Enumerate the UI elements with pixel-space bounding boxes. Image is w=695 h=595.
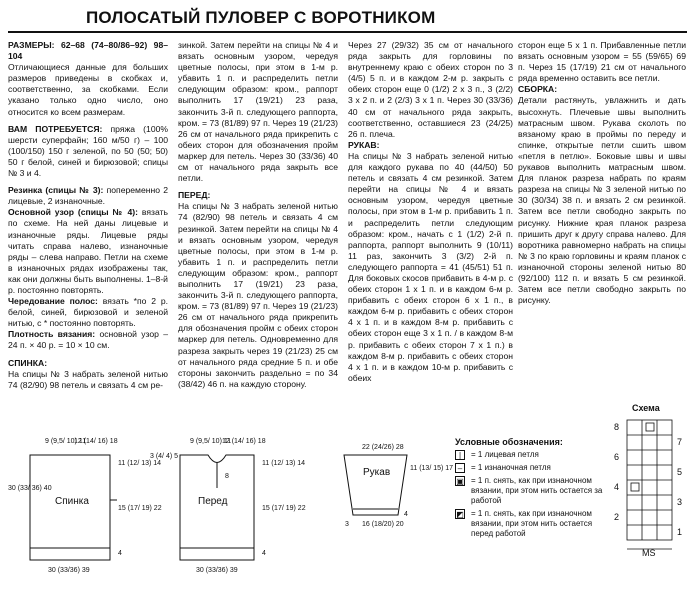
slip-yarn-back-icon: ▣ (456, 477, 464, 486)
legend-item-slip-front (455, 509, 615, 539)
sleeve-piece-outline (344, 455, 407, 515)
legend-text-knit: = 1 лицевая петля (471, 450, 539, 459)
front-dim-neck: 3 (4/ 4) 5 (150, 453, 179, 460)
page-title: ПОЛОСАТЫЙ ПУЛОВЕР С ВОРОТНИКОМ (86, 8, 436, 27)
sleeve-dim-bottom: 16 (18/20) 20 (362, 521, 404, 528)
legend (455, 437, 615, 542)
back-dim-bottom: 30 (33/36) 39 (48, 567, 90, 574)
sleeve-text: На спицы № 3 набрать зеленой нитью для каждого рукава по 40 (44/50) 50 петель и связать 4 см резинкой. Затем перейти на спицы № 4 и вязать основным узором, чередуя цветные полосы, при этом в 1-м р. прибавить 1 п. и распределить петли следующим образом: кром., начать с 1 (1/2) 2-й п. раппорта, раппорт выполнить 9 (10/11) 11 раз, закончить 3 (3/2) 2-й п. следующего раппорта = 41 (45/51) 51 п. Для боковых скосов прибавить в 4-м р. с обеих сторон 1 x 1 п. и в каждом 6-м р. прибавить с обеих сторон 6 x 1 п., в каждом 6-м р. прибавить с обеих сторон 4 x 1 п. и в каждом 8-м р. прибавить с обеих сторон еще 3 x 1 п. / в каждом 8-м р. прибавить с обеих сторон 7 x 1 п.) в каждом 8-м р. прибавить с обеих сторон 4 x 1 п. и в каждом 10-м р. прибавить с обеих (348, 150, 513, 383)
slip-yarn-front-icon: ◩ (456, 510, 464, 519)
assembly-text: Детали растянуть, увлажнить и дать высохнуть. Плечевые швы выполнить матрасным швом. Рукава сколоть по вязаному краю в проймы по переду и спинке, открытые петли сшить швом «петля в петлю». Боковые швы и швы рукавов выполнить матрасным швом. Для планок разреза набрать по краям разреза на спицы № 3 зеленой нитью по 30 (30/34) 38 п. и вязать 2 см резинкой. Затем все петли свободно закрыть по рисунку. Нижние края планок разреза пришить друг к другу справа налево. Для воротника равномерно набрать на спицы № 3 по краю горловины и краям планок с изнаночной стороны зеленой нитью 80 (92/100) 112 п. и вязать 5 см резинкой. Затем все петли свободно закрыть по рисунку. (518, 95, 686, 306)
density-label: Плотность вязания: (8, 329, 96, 340)
back-dim-right-top: 11 (12/ 13) 14 (118, 460, 162, 467)
back-dim-rib: 4 (118, 550, 122, 557)
legend-title: Условные обозначения: (455, 437, 563, 447)
back-text: На спицы № 3 набрать зеленой нитью 74 (82/90) 98 петель и связать 4 см ре- (8, 368, 168, 390)
chart-title: Схема (632, 403, 660, 413)
front-text: На спицы № 3 набрать зеленой нитью 74 (82/90) 98 петель и связать 4 см резинкой. Затем перейти на спицы № 4 и вязать основным узором, чередуя цветные полосы, при этом в 1-м р. убавить 1 п. и распределить петли следующим образом: кром., раппорт выполнить 17 (19/21) 23 раза, закончить 3-й п. следующего раппорта, кром. = 73 (81/89) 97 п. Через 19 (21/23) 26 см от начального ряда прикрепить для обозначения пройм с обеих сторон маркер для петель. Одновременно для разреза закрыть через 19 (21/23) 25 см от начального ряда средние 5 п. и обе стороны закончить раздельно = по 34 (38/42) 46 п. на каждую сторону. (178, 201, 338, 389)
front-continued-text: Через 27 (29/32) 35 см от начального ряда закрыть для горловины по внутреннему краю с обеих сторон по 3 (4/5) 5 п. и в каждом 2-м р. закрыть с обеих сторон еще 0 (1/2) 2 x 3 п., 3 (2/2) 3 x 2 п. и 2 (2/3) 3 x 1 п. Через 30 (33/36) 40 см от начального ряда закрыть, соответственно, оставшиеся 23 (24/25) 26 п. плеча. (348, 40, 513, 139)
column-4 (518, 40, 686, 306)
front-dim-bottom: 30 (33/36) 39 (196, 567, 238, 574)
knit-stitch-icon: | (455, 450, 465, 460)
chart-row-1: 1 (677, 527, 683, 537)
front-dim-top-a: 9 (9,5/ 10) 11 (190, 438, 232, 445)
sleeve-continued-text: сторон еще 5 x 1 п. Прибавленные петли вязать основным узором = 55 (59/65) 69 п. Через 15 (17/19) 21 см от начального ряда временно оставить все петли. (518, 40, 686, 84)
back-dim-left: 30 (33/ 36) 40 (8, 485, 52, 492)
back-piece-name: Спинка (55, 496, 89, 507)
chart-row-8: 8 (614, 422, 620, 432)
chart-repeat-label: MS (642, 548, 656, 558)
sleeve-dim-small: 3 (345, 521, 349, 528)
chart-row-7: 7 (677, 437, 683, 447)
stripes-label: Чередование полос: (8, 296, 98, 307)
legend-text-slip-back: = 1 п. снять, как при изнаночном вязании, при этом нить остается за работой (471, 476, 603, 505)
back-label: СПИНКА: (8, 357, 48, 368)
purl-stitch-icon: – (455, 463, 465, 473)
front-dim-right-mid: 15 (17/ 19) 22 (262, 505, 306, 512)
assembly-label: СБОРКА: (518, 84, 558, 95)
column-2 (178, 40, 338, 390)
front-label: ПЕРЕД: (178, 190, 211, 201)
sizes-text: Отличающиеся данные для больших размеров приведены в скобках и, соответственно, за скобками. Если указано только одно число, оно относится ко всем размерам. (8, 62, 168, 117)
need-label: ВАМ ПОТРЕБУЕТСЯ: (8, 123, 103, 134)
knitting-chart-grid (627, 420, 672, 540)
back-piece-outline (30, 455, 110, 560)
chart-row-6: 6 (614, 452, 620, 462)
back-dim-right-mid: 15 (17/ 19) 22 (118, 505, 162, 512)
front-dim-slit: 8 (225, 473, 229, 480)
front-piece-name: Перед (198, 496, 228, 507)
back-dim-top-b: 12 (14/ 16) 18 (74, 438, 118, 445)
main-pattern-text: вязать по схеме. На ней даны лицевые и изнаночные ряды. Лицевые ряды читать справа налево, изнаночные ряды – слева направо. Петли на схеме в изнаночных рядах изображены так, как они должны быть выполнены. 1–8-й р. постоянно повторять. (8, 207, 168, 295)
column-1 (8, 40, 168, 391)
sleeve-label: РУКАВ: (348, 139, 380, 150)
column-3 (348, 40, 513, 384)
chart-row-5: 5 (677, 467, 683, 477)
front-dim-right-top: 11 (12/ 13) 14 (262, 460, 306, 467)
front-dim-rib: 4 (262, 550, 266, 557)
sleeve-dim-right: 11 (13/ 15) 17 (410, 465, 454, 472)
sleeve-dim-top: 22 (24/26) 28 (362, 444, 404, 451)
chart-row-2: 2 (614, 512, 620, 522)
back-dim-top-a: 9 (9,5/ 10) 11 (45, 438, 87, 445)
density-text: основной узор – 24 п. × 40 р. = 10 × 10 см. (8, 329, 168, 351)
sleeve-piece-name: Рукав (363, 467, 391, 478)
sizes-value: 62–68 (74–80/86–92) 98–104 (8, 40, 168, 62)
need-text: пряжа (100% шерсти суперфайн; 160 м/50 г) – 100 (100/150) 150 г зеленой, по 50 (50; 50) 50 г белой, синей и бирюзовой; спицы № 3 и 4. (8, 123, 169, 179)
sleeve-dim-rib: 4 (404, 511, 408, 518)
rib-text: попеременно 2 лицевые, 2 изнаночные. (8, 185, 168, 207)
back-continued-text: зинкой. Затем перейти на спицы № 4 и вязать основным узором, чередуя цветные полосы, при этом в 1-м р. убавить 1 п. и распределить петли следующим образом: кром., раппорт выполнить 17 (19/21) 23 раза, закончить 3-й п. следующего раппорта, кром. = 73 (81/89) 97 п. Через 19 (21/23) 26 см от начального ряда прикрепить с обеих сторон для обозначения пройм маркер для петель. Через 30 (33/36) 40 см от начального ряда закрыть все петли. (178, 40, 338, 184)
legend-text-slip-front: = 1 п. снять, как при изнаночном вязании, при этом нить остается перед работой (471, 509, 593, 538)
chart-row-3: 3 (677, 497, 683, 507)
legend-item-slip-back (455, 476, 615, 506)
legend-item-purl (455, 463, 615, 473)
legend-item-knit (455, 450, 615, 460)
main-pattern-label: Основной узор (спицы № 4): (8, 207, 139, 218)
title-rule (8, 31, 687, 33)
front-dim-top-b: 12 (14/ 16) 18 (222, 438, 266, 445)
sizes-label: РАЗМЕРЫ: (8, 40, 55, 50)
chart-row-4: 4 (614, 482, 620, 492)
rib-label: Резинка (спицы № 3): (8, 185, 104, 196)
legend-text-purl: = 1 изнаночная петля (471, 463, 551, 472)
stripes-text: вязать *по 2 р. белой, синей, бирюзовой и зеленой нитью, с * постоянно повторять. (8, 296, 168, 329)
front-piece-outline (180, 455, 254, 560)
